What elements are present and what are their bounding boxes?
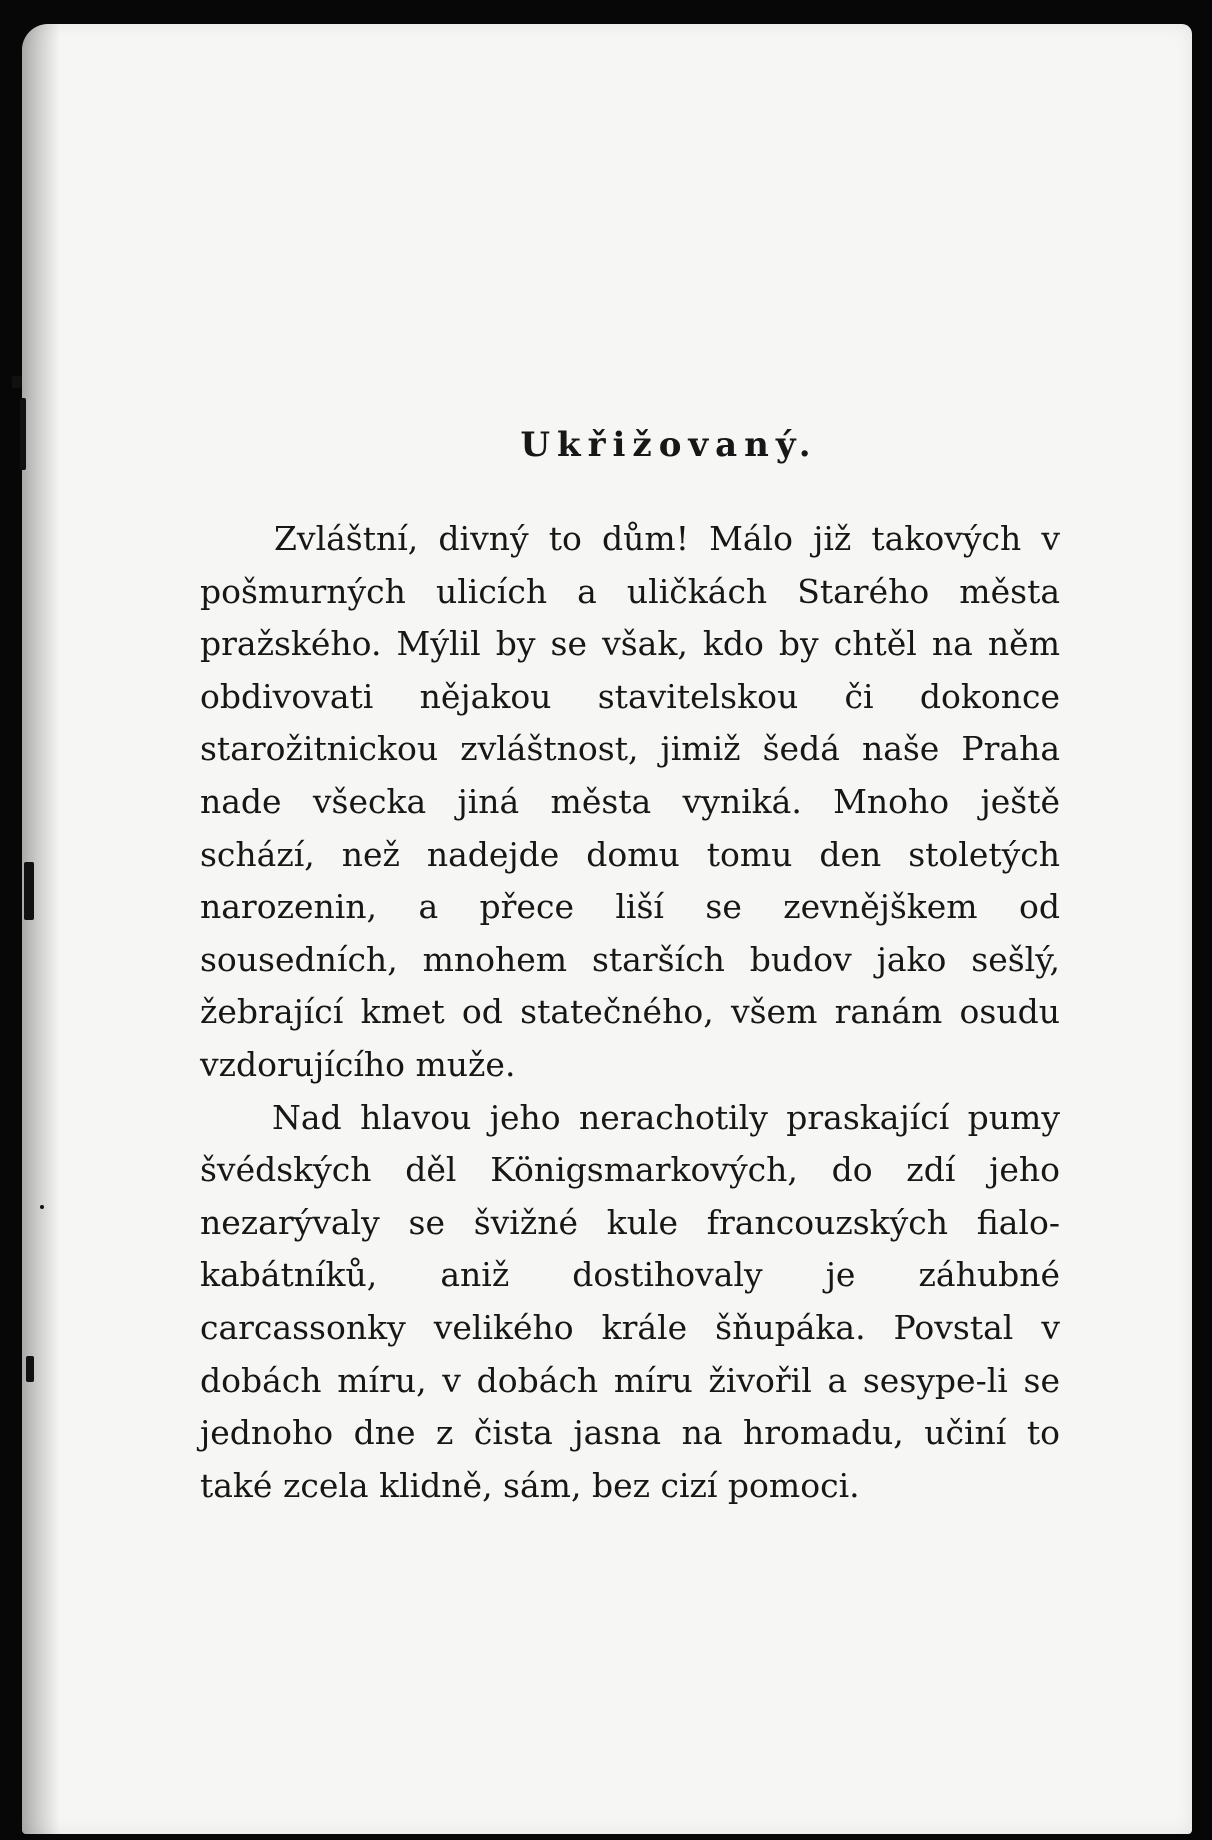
page-text-block — [200, 425, 1060, 1512]
scan-speck — [12, 376, 22, 388]
paragraph: Zvláštní, divný to dům! Málo již takových v pošmurných ulicích a uličkách Starého města pražského. Mýlil by se však, kdo by chtěl na něm obdivovati nějakou stavitelskou či dokonce starožitnickou zvláštnost, jimiž šedá naše Praha nade všecka jiná města vyniká. Mnoho ještě schází, než nadejde domu tomu den stoletých narozenin, a přece liší se zevnějškem od sousedních, mnohem starších budov jako sešlý, žebrající kmet od statečného, všem ranám osudu vzdorujícího muže. — [200, 519, 1060, 1084]
scan-speck — [26, 1356, 34, 1382]
scan-speck — [40, 1205, 44, 1209]
paragraph: Nad hlavou jeho nerachotily praskající pumy švédských děl Königsmarkových, do zdí jeho nezarývaly se švižné kule francouzských fialo-kabátníků, aniž dostihovaly je záhubné carcassonky velikého krále šňupáka. Povstal v dobách míru, v dobách míru živořil a sesype-li se jednoho dne z čista jasna na hromadu, učiní to také zcela klidně, sám, bez cizí pomoci. — [200, 1097, 1060, 1505]
chapter-title: Ukřižovaný. — [520, 425, 818, 465]
scan-speck — [20, 398, 26, 470]
page-spine-shadow — [22, 24, 60, 1834]
scan-speck — [24, 862, 34, 920]
